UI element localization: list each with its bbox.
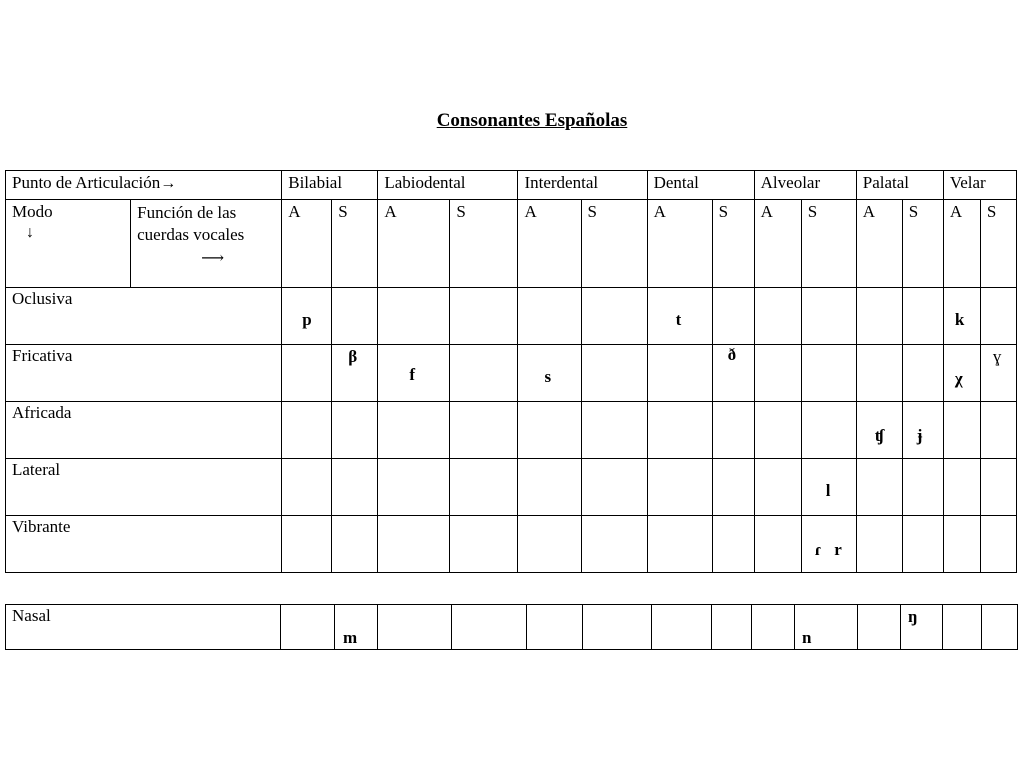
manner-label: Oclusiva: [6, 288, 282, 345]
voicing-s: S: [332, 200, 378, 288]
cell: [518, 288, 581, 345]
phoneme: ʧ: [874, 426, 884, 445]
cell: [980, 402, 1016, 459]
cell: [801, 516, 856, 573]
cell: [712, 402, 754, 459]
phoneme: n: [802, 628, 812, 647]
cell: [332, 288, 378, 345]
cell: [902, 402, 943, 459]
cell: [332, 345, 378, 402]
cell: [754, 459, 801, 516]
phoneme: χ: [954, 369, 963, 388]
cell: [335, 605, 378, 650]
cell: [801, 345, 856, 402]
cell: [712, 516, 754, 573]
cell: [378, 516, 450, 573]
voicing-s: S: [801, 200, 856, 288]
cell: [856, 288, 902, 345]
cell: [712, 288, 754, 345]
cell: [754, 402, 801, 459]
cell: [754, 288, 801, 345]
cell: [450, 459, 518, 516]
subheader-row: [6, 200, 1017, 288]
voicing-s: S: [450, 200, 518, 288]
manner-label: Lateral: [6, 459, 282, 516]
place-dental: Dental: [647, 171, 754, 200]
cell: [378, 402, 450, 459]
phoneme: t: [675, 310, 682, 329]
cell: [450, 402, 518, 459]
cell: [754, 345, 801, 402]
phoneme: m: [343, 628, 358, 647]
cell: [452, 605, 527, 650]
phoneme: l: [825, 481, 831, 500]
table-row: [6, 402, 1017, 459]
cell: [378, 605, 452, 650]
cell: [856, 402, 902, 459]
phoneme: ð: [727, 345, 737, 364]
voicing-a: A: [647, 200, 712, 288]
phoneme: ɉ: [916, 426, 923, 445]
cell: [518, 459, 581, 516]
cell: [378, 345, 450, 402]
table-row: [6, 605, 1018, 650]
right-arrow-icon: →: [160, 175, 177, 192]
modo-label: Modo: [12, 202, 53, 221]
cell: [980, 288, 1016, 345]
page-title: Consonantes Españolas: [436, 110, 628, 131]
down-arrow-icon: ↓: [26, 224, 34, 241]
cell: [801, 459, 856, 516]
place-interdental: Interdental: [518, 171, 647, 200]
nasal-table: [5, 604, 1018, 650]
cell: [712, 345, 754, 402]
cell: [902, 345, 943, 402]
cell: [581, 288, 647, 345]
phoneme: f: [409, 365, 415, 384]
cell: [754, 516, 801, 573]
cell: [902, 459, 943, 516]
cell: [943, 402, 980, 459]
voicing-s: S: [902, 200, 943, 288]
phoneme: ɾ r: [814, 540, 842, 559]
modo-header: [6, 200, 131, 288]
manner-label: Africada: [6, 402, 282, 459]
cell: [943, 288, 980, 345]
consonant-table: [5, 170, 1017, 573]
place-labiodental: Labiodental: [378, 171, 518, 200]
cell: [712, 459, 754, 516]
cell: [581, 402, 647, 459]
voicing-a: A: [754, 200, 801, 288]
cell: [378, 459, 450, 516]
table-row: [6, 516, 1017, 573]
funcion-label: Función de las cuerdas vocales: [137, 203, 245, 244]
cell: [450, 345, 518, 402]
cell: [858, 605, 901, 650]
voicing-s: S: [712, 200, 754, 288]
cell: [980, 345, 1016, 402]
voicing-s: S: [581, 200, 647, 288]
cell: [712, 605, 752, 650]
cell: [902, 288, 943, 345]
voicing-a: A: [378, 200, 450, 288]
voicing-a: A: [518, 200, 581, 288]
cell: [943, 345, 980, 402]
cell: [282, 459, 332, 516]
phoneme: s: [544, 367, 552, 386]
cell: [518, 345, 581, 402]
cell: [647, 402, 712, 459]
cell: [943, 605, 982, 650]
cell: [581, 459, 647, 516]
cell: [581, 516, 647, 573]
voicing-a: A: [856, 200, 902, 288]
header-row: [6, 171, 1017, 200]
cell: [752, 605, 795, 650]
phoneme: β: [348, 347, 358, 366]
cell: [282, 516, 332, 573]
voicing-a: A: [282, 200, 332, 288]
cell: [518, 402, 581, 459]
cell: [901, 605, 943, 650]
cell: [647, 459, 712, 516]
cell: [450, 516, 518, 573]
cell: [282, 345, 332, 402]
place-palatal: Palatal: [856, 171, 943, 200]
cell: [902, 516, 943, 573]
cell: [332, 516, 378, 573]
cell: [647, 345, 712, 402]
cell: [980, 516, 1016, 573]
punto-label: Punto de Articulación: [12, 173, 161, 192]
cell: [378, 288, 450, 345]
manner-label: Fricativa: [6, 345, 282, 402]
cell: [583, 605, 652, 650]
cell: [581, 345, 647, 402]
manner-label: Vibrante: [6, 516, 282, 573]
place-alveolar: Alveolar: [754, 171, 856, 200]
cell: [527, 605, 583, 650]
punto-articulacion-header: [6, 171, 282, 200]
phoneme: ɣ: [992, 347, 1002, 366]
cell: [332, 459, 378, 516]
cell: [282, 402, 332, 459]
cell: [332, 402, 378, 459]
phoneme: ŋ: [908, 607, 918, 626]
cell: [980, 459, 1016, 516]
manner-label: Nasal: [6, 605, 281, 650]
table-row: [6, 459, 1017, 516]
place-velar: Velar: [943, 171, 1016, 200]
cell: [647, 516, 712, 573]
cell: [281, 605, 335, 650]
cell: [795, 605, 858, 650]
cell: [450, 288, 518, 345]
cell: [652, 605, 712, 650]
place-bilabial: Bilabial: [282, 171, 378, 200]
cell: [982, 605, 1018, 650]
cell: [647, 288, 712, 345]
cell: [801, 402, 856, 459]
cell: [856, 459, 902, 516]
table-row: [6, 288, 1017, 345]
phoneme: p: [302, 310, 312, 329]
table-row: [6, 345, 1017, 402]
funcion-header: [131, 200, 282, 288]
cell: [518, 516, 581, 573]
cell: [282, 288, 332, 345]
cell: [856, 516, 902, 573]
cell: [943, 459, 980, 516]
cell: [801, 288, 856, 345]
cell: [856, 345, 902, 402]
right-arrow-icon: ⟶: [201, 250, 225, 267]
voicing-s: S: [980, 200, 1016, 288]
voicing-a: A: [943, 200, 980, 288]
phoneme: k: [954, 310, 965, 329]
cell: [943, 516, 980, 573]
